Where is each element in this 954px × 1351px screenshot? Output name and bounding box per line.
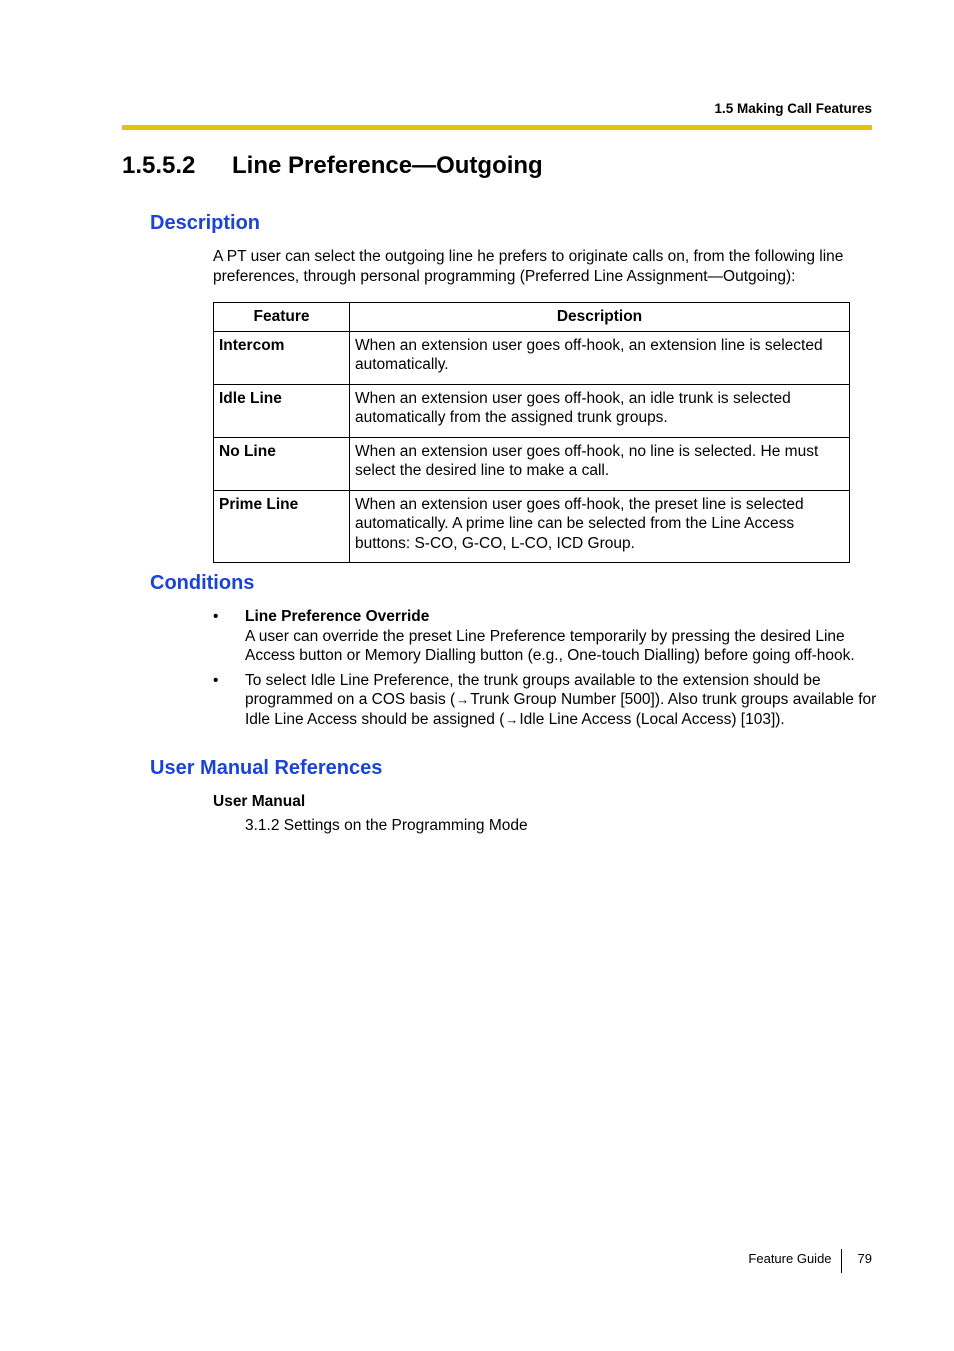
table-header-feature: Feature [214, 303, 350, 332]
table-row [214, 437, 850, 490]
running-header: 1.5 Making Call Features [714, 101, 872, 116]
section-number: 1.5.5.2 [122, 152, 196, 179]
arrow-right-icon: → [505, 711, 519, 727]
table-header-row [214, 303, 850, 332]
table-row [214, 331, 850, 384]
condition-title: Line Preference Override [245, 608, 430, 625]
feature-table [213, 302, 850, 563]
table-header-description: Description [350, 303, 850, 332]
description-paragraph: A PT user can select the outgoing line he prefers to originate calls on, from the following line preferences, through personal programming (Preferred Line Assignment—Outgoing): [213, 248, 844, 285]
page-number: 79 [857, 1251, 872, 1266]
cross-reference-link[interactable]: Trunk Group Number [500] [470, 691, 655, 708]
reference-item[interactable]: 3.1.2 Settings on the Programming Mode [245, 817, 528, 834]
description-cell: When an extension user goes off-hook, no line is selected. He must select the desired line to make a call. [350, 437, 850, 490]
condition-text: A user can override the preset Line Preference temporarily by pressing the desired Line Access button or Memory Dialling button (e.g., One-touch Dialling) before going off-hook. [245, 627, 855, 664]
page-footer [748, 1249, 872, 1273]
description-cell: When an extension user goes off-hook, an idle trunk is selected automatically from the assigned trunk groups. [350, 384, 850, 437]
references-heading: User Manual References [150, 757, 383, 779]
conditions-list [213, 607, 878, 734]
conditions-heading: Conditions [150, 572, 255, 594]
cross-reference-link[interactable]: Idle Line Access (Local Access) [103] [519, 710, 776, 728]
condition-text: ). Also trunk groups available for Idle Line Access should be assigned ( [245, 691, 877, 728]
bullet-icon: • [213, 671, 219, 689]
feature-cell: No Line [214, 437, 350, 490]
feature-cell: Prime Line [214, 490, 350, 563]
bullet-icon: • [213, 608, 219, 625]
condition-text: ). [775, 710, 785, 728]
table-row [214, 490, 850, 563]
description-cell: When an extension user goes off-hook, an extension line is selected automatically. [350, 331, 850, 384]
section-heading [122, 152, 543, 180]
description-heading: Description [150, 212, 261, 234]
reference-label: User Manual [213, 793, 306, 810]
table-row [214, 384, 850, 437]
header-rule [122, 125, 872, 130]
condition-text: To select Idle Line Preference, the trunk groups available to the extension should be programmed on a COS basis ( [245, 671, 821, 708]
list-item [213, 607, 878, 666]
section-title: Line Preference—Outgoing [232, 152, 543, 179]
arrow-right-icon: → [456, 692, 470, 707]
list-item [213, 671, 878, 730]
description-cell: When an extension user goes off-hook, the preset line is selected automatically. A prime line can be selected from the Line Access buttons: S-CO, G-CO, L-CO, ICD Group. [350, 490, 850, 563]
feature-cell: Intercom [214, 331, 350, 384]
footer-guide-name: Feature Guide [748, 1251, 832, 1266]
feature-cell: Idle Line [214, 384, 350, 437]
